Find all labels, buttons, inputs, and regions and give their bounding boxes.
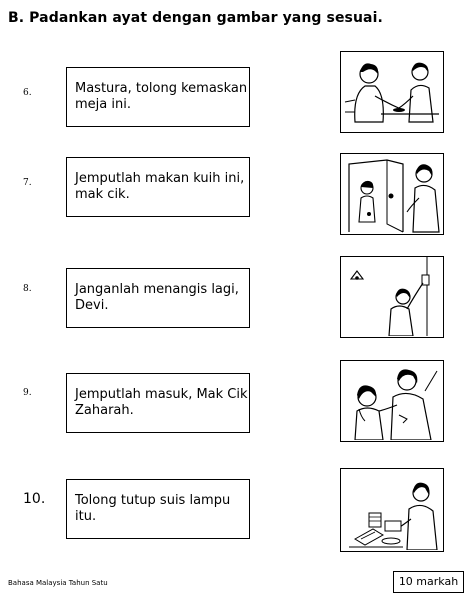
picture-box[interactable] <box>340 256 444 338</box>
item-number: 6. <box>23 88 32 98</box>
woman-serving-cakes-illustration <box>341 469 442 550</box>
sentence-box[interactable]: Jemputlah masuk, Mak Cik Zaharah. <box>66 373 250 433</box>
sentence-box[interactable]: Mastura, tolong kemaskan meja ini. <box>66 67 250 127</box>
section-heading: B. Padankan ayat dengan gambar yang sesuai. <box>8 10 383 26</box>
footer-subject-label: Bahasa Malaysia Tahun Satu <box>8 579 108 587</box>
mother-comforting-girl-illustration <box>341 361 442 440</box>
woman-at-door-illustration <box>341 154 442 233</box>
item-number: 7. <box>23 178 32 188</box>
woman-and-child-at-table-illustration <box>341 52 442 131</box>
item-number: 10. <box>23 491 46 507</box>
child-at-light-switch-illustration <box>341 257 442 336</box>
marks-box: 10 markah <box>393 571 464 593</box>
picture-box[interactable] <box>340 153 444 235</box>
picture-box[interactable] <box>340 468 444 552</box>
sentence-box[interactable]: Jemputlah makan kuih ini, mak cik. <box>66 157 250 217</box>
item-number: 8. <box>23 284 32 294</box>
picture-box[interactable] <box>340 51 444 133</box>
sentence-box[interactable]: Janganlah menangis lagi, Devi. <box>66 268 250 328</box>
sentence-box[interactable]: Tolong tutup suis lampu itu. <box>66 479 250 539</box>
picture-box[interactable] <box>340 360 444 442</box>
item-number: 9. <box>23 388 32 398</box>
